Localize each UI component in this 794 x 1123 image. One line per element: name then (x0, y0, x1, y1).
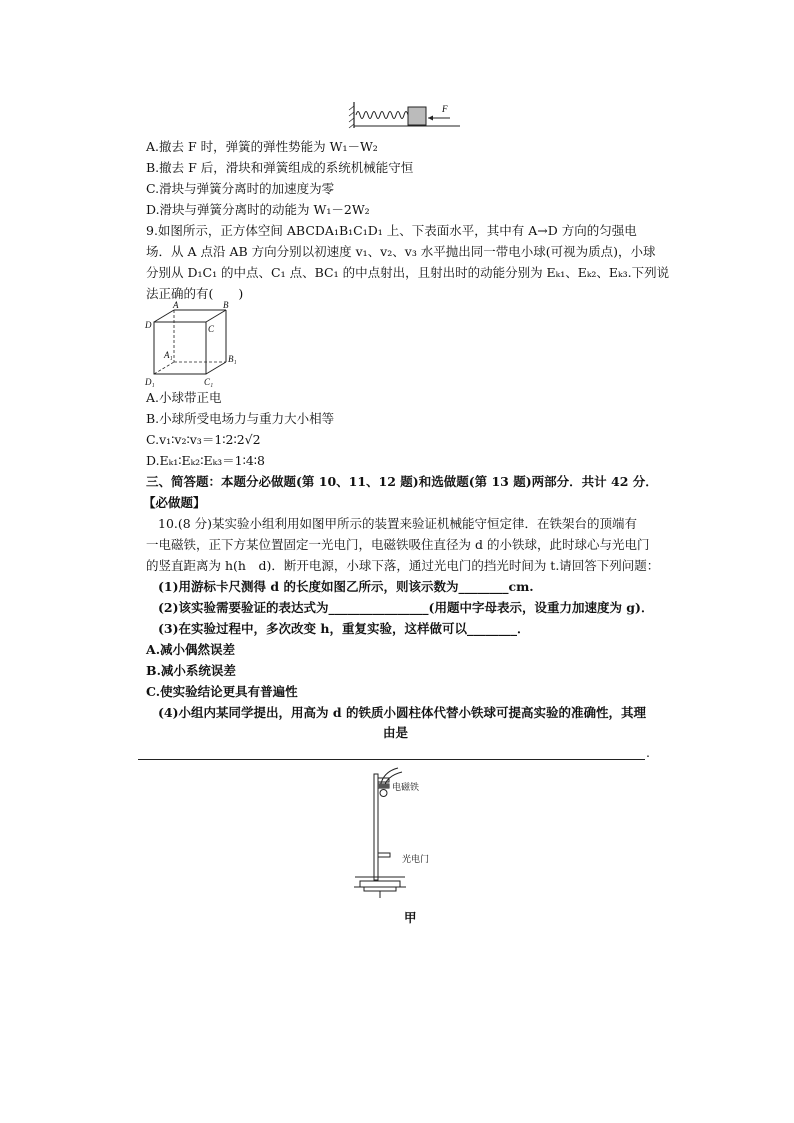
answer-blank-line (138, 759, 645, 760)
q8-option-c: C.滑块与弹簧分离时的加速度为零 (146, 181, 335, 196)
answer-blank-end: . (646, 745, 650, 760)
cube-figure (145, 300, 237, 387)
cube-label-d: D (145, 320, 152, 330)
spring-block-figure (352, 100, 462, 132)
q8-option-d: D.滑块与弹簧分离时的动能为 W₁－2W₂ (146, 202, 370, 217)
q9-option-d: D.Eₖ₁∶Eₖ₂∶Eₖ₃＝1∶4∶8 (146, 453, 266, 468)
cube-label-b1: B₁ (228, 354, 237, 364)
q9-option-a: A.小球带正电 (146, 390, 222, 405)
q10-sub-4-line-2: 由是 (383, 725, 409, 740)
q10-sub-2: (2)该实验需要验证的表达式为________________(用题中字母表示，设重力加速度为 g)． (158, 600, 654, 615)
q10-sub-3-option-b: B.减小系统误差 (146, 663, 236, 678)
q10-sub-4-line-1: (4)小组内某同学提出，用高为 d 的铁质小圆柱体代替小铁球可提高实验的准确性，其理 (158, 705, 646, 720)
cube-label-b: B (223, 300, 229, 310)
q10-stem-line-1: 10.(8 分)某实验小组利用如图甲所示的装置来验证机械能守恒定律．在铁架台的顶端有 (158, 516, 638, 531)
cube-label-d1: D₁ (145, 377, 155, 387)
q8-option-a: A.撤去 F 时，弹簧的弹性势能为 W₁－W₂ (146, 139, 378, 154)
required-heading: 【必做题】 (143, 495, 206, 510)
section-heading: 三、简答题：本题分必做题(第 10、11、12 题)和选做题(第 13 题)两部分．共计 42 分． (146, 474, 658, 489)
q9-option-c: C.v₁∶v₂∶v₃＝1∶2∶2√2 (146, 432, 261, 447)
force-label: F (442, 104, 448, 114)
q9-option-b: B.小球所受电场力与重力大小相等 (146, 411, 335, 426)
q10-stem-line-2: 一电磁铁，正下方某位置固定一光电门，电磁铁吸住直径为 d 的小铁球，此时球心与光电门 (146, 537, 650, 552)
apparatus-figure (350, 766, 450, 898)
q8-option-b: B.撤去 F 后，滑块和弹簧组成的系统机械能守恒 (146, 160, 414, 175)
q10-stem-line-3: 的竖直距离为 h(h d)．断开电源，小球下落，通过光电门的挡光时间为 t.请回答下列问题： (146, 558, 660, 573)
figure-caption: 甲 (404, 910, 417, 925)
q9-stem-line-1: 9.如图所示，正方体空间 ABCDA₁B₁C₁D₁ 上、下表面水平，其中有 A→D 方向的匀强电 (146, 223, 637, 238)
cube-label-a: A (173, 300, 179, 310)
q10-sub-3-option-a: A.减小偶然误差 (146, 642, 236, 657)
cube-label-a1: A₁ (164, 350, 173, 360)
cube-label-c: C (208, 324, 215, 334)
electromagnet-label: 电磁铁 (392, 783, 420, 793)
photogate-label: 光电门 (402, 855, 430, 865)
cube-label-c1: C₁ (204, 377, 214, 387)
q10-sub-3: (3)在实验过程中，多次改变 h，重复实验，这样做可以________． (158, 621, 530, 636)
q9-stem-line-2: 场．从 A 点沿 AB 方向分别以初速度 v₁、v₂、v₃ 水平抛出同一带电小球(可视为质点)，小球 (146, 244, 656, 259)
q10-sub-3-option-c: C.使实验结论更具有普遍性 (146, 684, 298, 699)
q10-sub-1: (1)用游标卡尺测得 d 的长度如图乙所示，则该示数为________cm. (158, 579, 534, 594)
q9-stem-line-3: 分别从 D₁C₁ 的中点、C₁ 点、BC₁ 的中点射出，且射出时的动能分别为 Eₖ₁、Eₖ₂、Eₖ₃.下列说 (146, 265, 670, 280)
q9-stem-line-4: 法正确的有( ) (146, 286, 244, 301)
